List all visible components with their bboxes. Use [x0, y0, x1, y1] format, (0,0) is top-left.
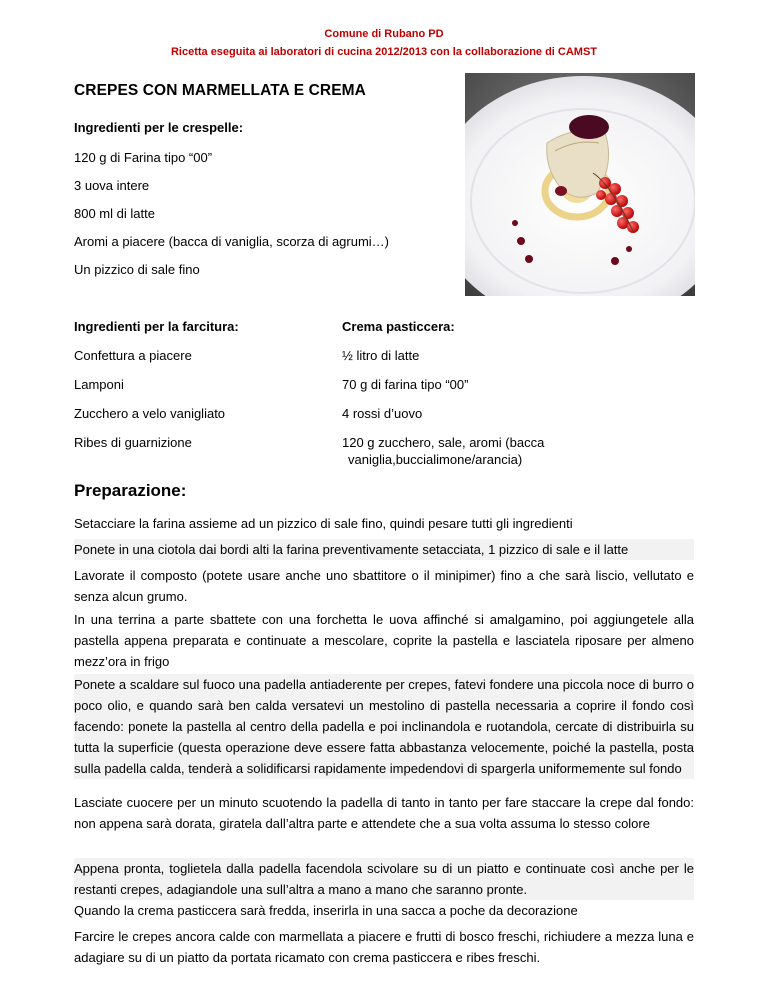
preparazione-heading: Preparazione:	[74, 481, 187, 500]
farcitura-item: Ribes di guarnizione	[74, 435, 192, 450]
crespelle-item: 800 ml di latte	[74, 206, 155, 221]
step-paragraph: Lasciate cuocere per un minuto scuotendo la padella di tanto in tanto per fare staccare la crepe dal fondo: non appena sarà dorata, giratela dall’altra parte e attendete che a sua volta assuma lo stesso colore	[74, 795, 694, 831]
crema-item: 70 g di farina tipo “00”	[342, 377, 469, 392]
step-paragraph: Quando la crema pasticcera sarà fredda, inserirla in una sacca a poche da decorazione	[74, 903, 578, 918]
farcitura-item: Confettura a piacere	[74, 348, 192, 363]
recipe-title: CREPES CON MARMELLATA E CREMA	[74, 82, 366, 99]
crema-item: 120 g zucchero, sale, aromi (bacca	[342, 435, 545, 450]
step-paragraph: Ponete in una ciotola dai bordi alti la farina preventivamente setacciata, 1 pizzico di sale e il latte	[74, 539, 694, 560]
step-paragraph: Lavorate il composto (potete usare anche uno sbattitore o il minipimer) fino a che sarà liscio, vellutato e senza alcun grumo.	[74, 568, 694, 604]
crema-heading: Crema pasticcera:	[342, 319, 455, 334]
crespelle-item: Un pizzico di sale fino	[74, 262, 200, 277]
crespelle-item: 3 uova intere	[74, 178, 150, 193]
crespelle-item: 120 g di Farina tipo “00”	[74, 150, 213, 165]
step-paragraph: Appena pronta, toglietela dalla padella facendola scivolare su di un piatto e continuate così anche per le restanti crepes, adagiandole una sull’altra a mano a mano che saranno pronte.	[74, 858, 694, 900]
farcitura-heading: Ingredienti per la farcitura:	[74, 319, 239, 334]
crema-item: 4 rossi d’uovo	[342, 406, 423, 421]
crema-item: ½ litro di latte	[342, 348, 420, 363]
header-municipality: Comune di Rubano PD	[324, 28, 444, 40]
step-paragraph: In una terrina a parte sbattete con una forchetta le uova affinché si amalgamino, poi aggiungetele alla pastella appena preparata e continuate a mescolare, coprite la pastella e lasciatela riposare per almeno mezz’ora in frigo	[74, 612, 694, 669]
header-subtitle: Ricetta eseguita ai laboratori di cucina 2012/2013 con la collaborazione di CAMST	[170, 46, 598, 58]
farcitura-item: Lamponi	[74, 377, 124, 392]
farcitura-item: Zucchero a velo vanigliato	[74, 406, 226, 421]
dish-photo	[465, 73, 695, 296]
crema-item: vaniglia,buccialimone/arancia)	[348, 452, 523, 467]
step-paragraph: Farcire le crepes ancora calde con marmellata a piacere e frutti di bosco freschi, richiudere a mezza luna e adagiare su di un piatto da portata ricamato con crema pasticcera e ribes freschi.	[74, 929, 694, 965]
step-paragraph: Ponete a scaldare sul fuoco una padella antiaderente per crepes, fatevi fondere una piccola noce di burro o poco olio, e quando sarà ben calda versatevi un mestolino di pastella necessaria a coprire il fondo così facendo: ponete la pastella al centro della padella e poi inclinandola e ruotandola, cercate di distribuirla su tutta la superficie (questa operazione deve essere fatta abbastanza velocemente, poiché la pastella, posta sulla padella calda, tenderà a solidificarsi rapidamente impedendovi di spargerla uniformemente sul fondo	[74, 674, 694, 779]
crespelle-item: Aromi a piacere (bacca di vaniglia, scorza di agrumi…)	[74, 234, 390, 249]
crespelle-heading: Ingredienti per le crespelle:	[74, 120, 244, 135]
step-paragraph: Setacciare la farina assieme ad un pizzico di sale fino, quindi pesare tutti gli ingredienti	[74, 516, 573, 531]
